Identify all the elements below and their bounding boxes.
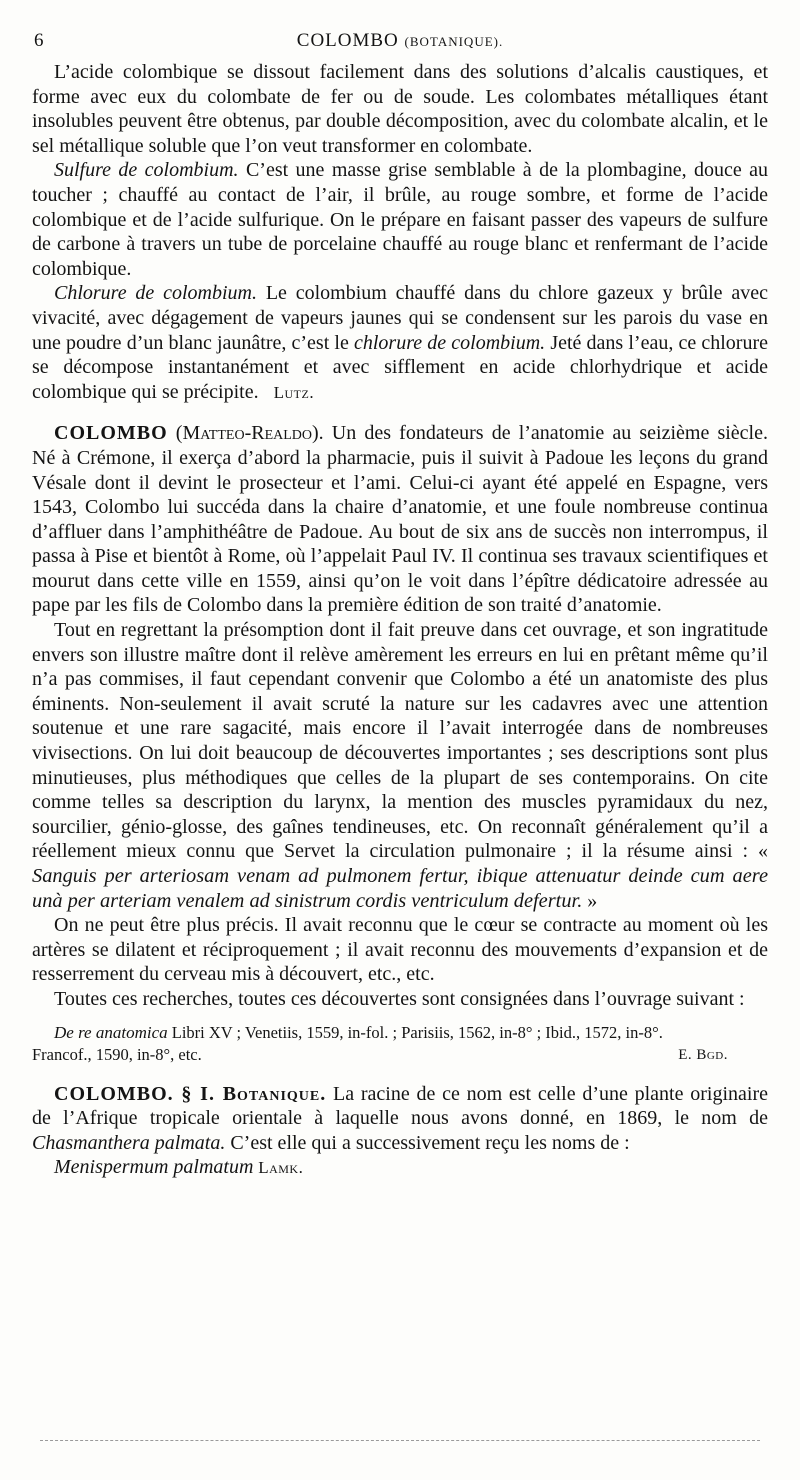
- running-header: [32, 30, 768, 60]
- bibliography: [32, 1022, 768, 1066]
- paragraph-ouvrage: Toutes ces recherches, toutes ces découvertes sont consignées dans l’ouvrage suivant :: [54, 987, 745, 1010]
- page-number: 6: [34, 30, 44, 51]
- quote-open: «: [758, 840, 768, 863]
- entry-headword: COLOMBO: [54, 422, 168, 445]
- term-sulfure: Sulfure de colombium.: [54, 159, 239, 182]
- biblio-line-2: [32, 1044, 768, 1066]
- entry-biography: Un des fondateurs de l’anatomie au seizième siècle. Né à Crémone, il exerça d’abord la pharmacie, puis il suivit à Padoue les leçons du grand Vésale dont il devint le prosecteur et l’ami. Celui-ci ayant été appelé en Espagne, vers 1543, Colombo lui succéda dans la chaire d’anatomie, et une foule nombreuse continua d’affluer dans l’amphithéâtre de Padoue. Au bout de six ans de succès non interrompus, il passa à Pise et bientôt à Rome, où l’appelait Paul IV. Il continua ses travaux scientifiques et mourut dans cette ville en 1559, ainsi qu’on le voit dans l’épître dédicatoire adressée au pape par les fils de Colombo dans la première édition de son traité d’anatomie.: [32, 422, 768, 617]
- running-title: [32, 30, 768, 52]
- biblio-author: E. Bgd.: [678, 1046, 728, 1063]
- page: [32, 30, 768, 1181]
- bottom-rule: [40, 1440, 760, 1441]
- paragraph-assessment: [32, 618, 768, 913]
- running-title-sub: (BOTANIQUE).: [404, 34, 504, 49]
- entry-colombo-botanique: [32, 1082, 768, 1156]
- term-chlorure-2: chlorure de colombium.: [353, 331, 546, 354]
- section-heading: § I. Botanique.: [173, 1082, 327, 1105]
- botanique-text: La racine de ce nom est celle d’une plante originaire de l’Afrique tropicale orientale à laquelle nous avons donné, en 1869, le nom de: [32, 1082, 768, 1130]
- paragraph-acide-colombique: L’acide colombique se dissout facilement dans des solutions d’alcalis caustiques, et forme avec eux du colombate de fer ou de soude. Les colombates métalliques étant insolubles peuvent être obtenus, par double décomposition, avec du colombate alcalin, et le sel métallique soluble que l’on veut transformer en colombate.: [32, 61, 768, 157]
- section-gap: [32, 405, 768, 421]
- entry-person-name: (Matteo-Realdo).: [167, 422, 324, 445]
- synonym-name: Menispermum palmatum: [54, 1156, 254, 1179]
- running-title-main: COLOMBO: [296, 30, 399, 51]
- assessment-text: Tout en regrettant la présomption dont il fait preuve dans cet ouvrage, et son ingratitude envers son illustre maître dont il relève amèrement les erreurs en lui en prêtant même qu’il n’a pas commises, il faut cependant convenir que Colombo a été un anatomiste des plus éminents. Non-seulement il avait scruté la nature sur les cadavres avec une attention soutenue et une rare sagacité, mais encore il l’avait interrogée dans de nombreuses vivisections. On lui doit beaucoup de découvertes importantes ; ses descriptions sont plus minutieuses, plus méthodiques que celles de la plupart de ses contemporains. On cite comme telles sa description du larynx, la mention des muscles pyramidaux du nez, sourcilier, génio-glosse, des gaînes tendineuses, etc. On reconnaît généralement qu’il a réellement mieux connu que Servet la circulation pulmonaire ; il la résume ainsi :: [32, 619, 768, 863]
- synonym-line: [32, 1155, 768, 1181]
- synonym-author: Lamk.: [253, 1158, 304, 1178]
- author-signature: Lutz.: [273, 382, 315, 402]
- paragraph-precision: On ne peut être plus précis. Il avait reconnu que le cœur se contracte au moment où les artères se dilatent et réciproquement ; il avait reconnu des mouvements d’expansion et de resserrement du cerveau mis à découvert, etc., etc.: [32, 914, 768, 986]
- biblio-editions-2: Francof., 1590, in-8°, etc.: [32, 1044, 202, 1064]
- biblio-editions: Libri XV ; Venetiis, 1559, in-fol. ; Parisiis, 1562, in-8° ; Ibid., 1572, in-8°.: [167, 1022, 663, 1042]
- chlorure-text-2: Jeté dans l’eau, ce chlorure se décompose instantanément et avec sifflement en acide chlorhydrique et acide colombique qui se précipite.: [32, 331, 769, 403]
- sulfure-text: C’est une masse grise semblable à de la plombagine, douce au toucher ; chauffé au contact de l’air, il brûle, au rouge sombre, et forme de l’acide colombique et de l’acide sulfurique. On le prépare en faisant passer des vapeurs de sulfure de carbone à travers un tube de porcelaine chauffé au rouge blanc et renfermant de l’acide colombique.: [32, 159, 768, 280]
- entry-colombo-matteo: [32, 421, 768, 618]
- paragraph-chlorure: [32, 281, 768, 405]
- biblio-line-1: [32, 1022, 768, 1044]
- latin-quote: Sanguis per arteriosam venam ad pulmonem fertur, ibique attenuatur deinde cum aere unà per arteriam venalem ad sinistrum cordis ventriculum defertur.: [32, 865, 768, 912]
- paragraph-sulfure: [32, 158, 768, 281]
- section-gap-2: [32, 1066, 768, 1082]
- genus-name: Chasmanthera palmata.: [32, 1131, 226, 1154]
- quote-close: »: [582, 889, 598, 912]
- botanique-text-2: C’est elle qui a successivement reçu les noms de :: [225, 1131, 630, 1154]
- entry-headword-botanique: COLOMBO.: [54, 1082, 174, 1105]
- chlorure-text-1: Le colombium chauffé dans du chlore gazeux y brûle avec vivacité, avec dégagement de vapeurs jaunes qui se condensent sur les parois du vase en une poudre d’un blanc jaunâtre, c’est le: [32, 282, 768, 354]
- biblio-title: De re anatomica: [54, 1022, 168, 1042]
- term-chlorure: Chlorure de colombium.: [54, 282, 257, 305]
